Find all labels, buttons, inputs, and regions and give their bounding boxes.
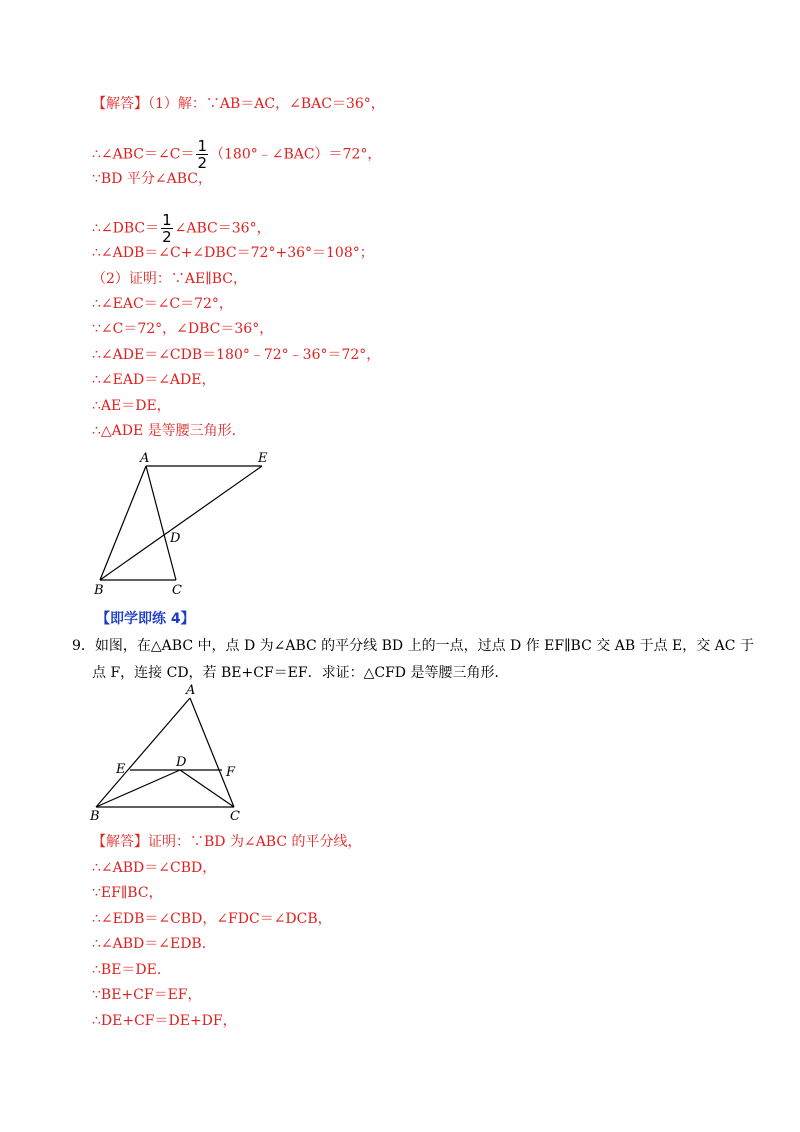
point-label-A: A xyxy=(186,683,196,698)
fraction-one-half-2 xyxy=(161,212,173,245)
point-label-B: B xyxy=(94,583,104,598)
geometry-figure-2 xyxy=(86,680,266,825)
point-label-E: E xyxy=(116,762,126,777)
solution1-line9: ∴∠ADE＝∠CDB＝180°﹣72°﹣36°＝72°， xyxy=(92,347,381,363)
solution1-line4-text-a: ∴∠DBC＝ xyxy=(92,220,160,237)
fraction-denominator: 2 xyxy=(162,228,172,246)
solution1-line1: 【解答】（1）解：∵AB＝AC，∠BAC＝36°， xyxy=(92,96,385,112)
solution2-line4: ∴∠EDB＝∠CBD，∠FDC＝∠DCB， xyxy=(92,911,332,927)
solution1-line12: ∴△ADE 是等腰三角形． xyxy=(92,423,246,439)
solution2-line1 xyxy=(92,833,362,851)
point-label-C: C xyxy=(230,809,240,824)
section-title: 【即学即练 4】 xyxy=(96,611,195,627)
solution1-line4 xyxy=(92,212,271,245)
point-label-D: D xyxy=(176,755,187,770)
fraction-numerator: 1 xyxy=(162,211,172,229)
point-label-C: C xyxy=(172,583,182,598)
solution2-line5: ∴∠ABD＝∠EDB． xyxy=(92,936,216,952)
solution1-line5: ∴∠ADB＝∠C+∠DBC＝72°+36°＝108°； xyxy=(92,245,374,261)
problem-line2: 点 F，连接 CD，若 BE+CF＝EF．求证：△CFD 是等腰三角形． xyxy=(92,665,509,681)
solution1-line4-text-b: ∠ABC＝36°， xyxy=(174,220,271,237)
solution1-line3: ∵BD 平分∠ABC， xyxy=(92,171,212,187)
point-label-E: E xyxy=(258,451,268,466)
problem-line1: 9．如图，在△ABC 中，点 D 为∠ABC 的平分线 BD 上的一点，过点 D 作 EF∥BC 交 AB 于点 E，交 AC 于 xyxy=(72,638,754,654)
solution1-line6: （2）证明：∵AE∥BC， xyxy=(92,271,247,287)
solution2-line3: ∵EF∥BC， xyxy=(92,885,163,901)
solution1-line2 xyxy=(92,138,381,171)
point-label-D: D xyxy=(170,531,181,546)
solution1-line10: ∴∠EAD＝∠ADE， xyxy=(92,372,216,388)
solution2-line8: ∴DE+CF＝DE+DF， xyxy=(92,1013,237,1029)
point-label-F: F xyxy=(226,765,236,780)
fraction-numerator: 1 xyxy=(197,137,207,155)
solution2-line1-text: 证明：∵BD 为∠ABC 的平分线， xyxy=(148,834,362,850)
segment-BE xyxy=(100,466,262,580)
segment-AC xyxy=(146,466,176,580)
solution1-line2-text-a: ∴∠ABC＝∠C＝ xyxy=(92,146,195,163)
solution1-line8: ∵∠C＝72°，∠DBC＝36°， xyxy=(92,321,274,337)
solution2-line6: ∴BE＝DE． xyxy=(92,962,171,978)
point-label-A: A xyxy=(140,451,150,466)
solution1-line7: ∴∠EAC＝∠C＝72°， xyxy=(92,296,233,312)
solution2-line2: ∴∠ABD＝∠CBD， xyxy=(92,860,217,876)
fraction-denominator: 2 xyxy=(197,154,207,172)
point-label-B: B xyxy=(90,809,100,824)
segment-AB xyxy=(96,698,190,807)
segment-AB xyxy=(100,466,146,580)
solution1-line11: ∴AE＝DE， xyxy=(92,398,171,414)
solution1-line2-text-b: （180°﹣∠BAC）＝72°， xyxy=(210,146,382,163)
solution2-label: 【解答】 xyxy=(92,834,148,850)
solution2-line7: ∵BE+CF＝EF， xyxy=(92,987,202,1003)
segment-AC xyxy=(190,698,234,807)
geometry-figure-1 xyxy=(90,450,290,600)
fraction-one-half xyxy=(196,138,208,171)
segment-BD xyxy=(96,770,180,807)
